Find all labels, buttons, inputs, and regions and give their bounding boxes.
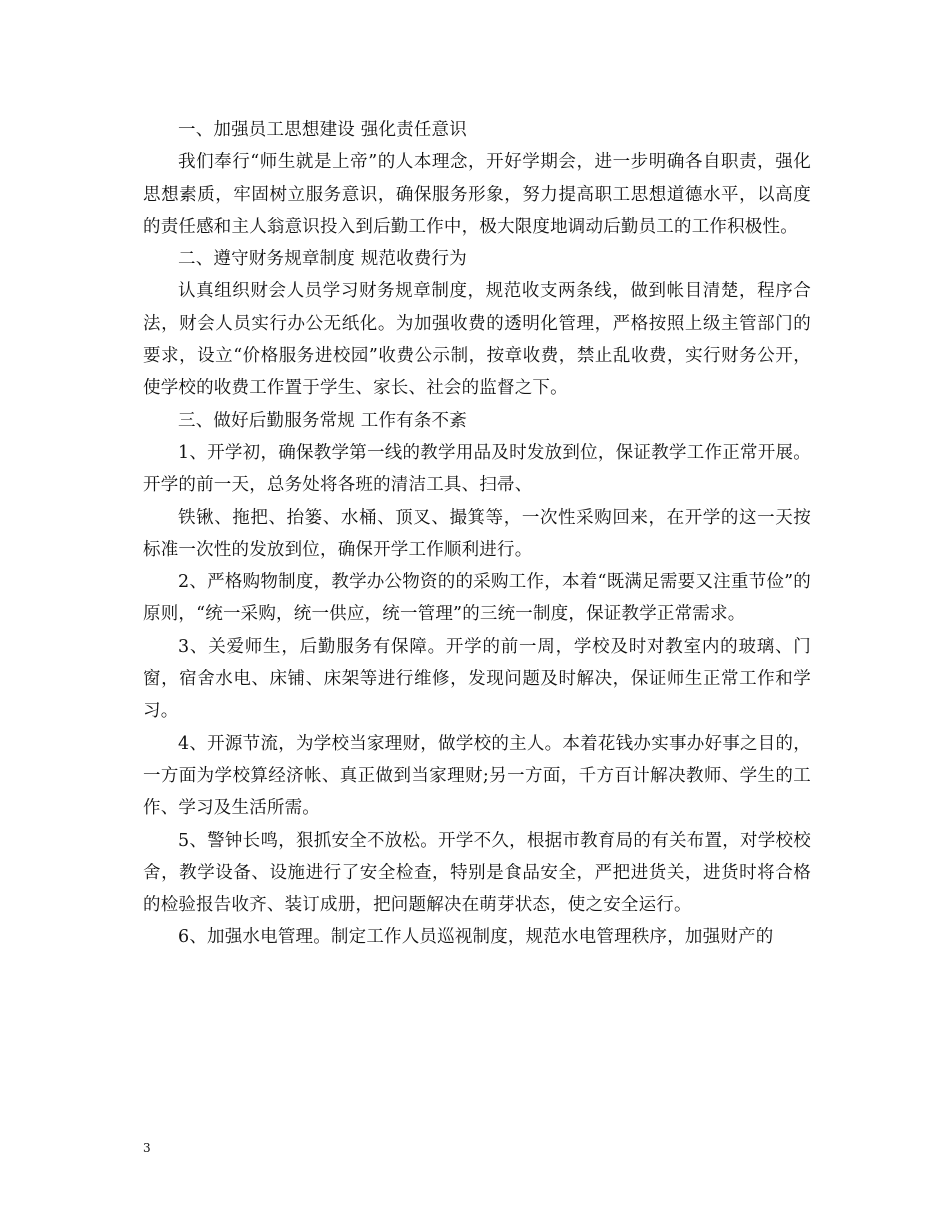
- document-body: [143, 114, 811, 954]
- paragraph-item-3: 3、关爱师生，后勤服务有保障。开学的前一周，学校及时对教室内的玻璃、门窗，宿舍水电、床铺、床架等进行维修，发现问题及时解决，保证师生正常工作和学习。: [143, 636, 811, 722]
- section-heading-2: 二、遵守财务规章制度 规范收费行为: [178, 249, 467, 270]
- paragraph-item-1b: 铁锹、拖把、抬篓、水桶、顶叉、撮箕等，一次性采购回来，在开学的这一天按标准一次性的发放到位，确保开学工作顺利进行。: [143, 507, 811, 560]
- page-number: 3: [143, 1141, 151, 1155]
- paragraph-item-1a: 1、开学初，确保教学第一线的教学用品及时发放到位，保证教学工作正常开展。开学的前一天，总务处将各班的清洁工具、扫帚、: [143, 442, 811, 496]
- paragraph-item-6: 6、加强水电管理。制定工作人员巡视制度，规范水电管理秩序，加强财产的: [178, 927, 774, 948]
- paragraph-1: 我们奉行“师生就是上帝”的人本理念，开好学期会，进一步明确各自职责，强化思想素质，牢固树立服务意识，确保服务形象，努力提高职工思想道德水平，以高度的责任感和主人翁意识投入到后勤工作中，极大限度地调动后勤员工的工作积极性。: [143, 152, 811, 237]
- section-heading-1: 一、加强员工思想建设 强化责任意识: [178, 120, 467, 140]
- paragraph-item-2: 2、严格购物制度，教学办公物资的的采购工作，本着“既满足需要又注重节俭”的原则，“统一采购，统一供应，统一管理”的三统一制度，保证教学正常需求。: [143, 572, 811, 625]
- section-heading-3: 三、做好后勤服务常规 工作有条不紊: [178, 410, 467, 431]
- paragraph-item-5: 5、警钟长鸣，狠抓安全不放松。开学不久，根据市教育局的有关布置，对学校校舍，教学设备、设施进行了安全检查，特别是食品安全，严把进货关，进货时将合格的检验报告收齐、装订成册，把问题解决在萌芽状态，使之安全运行。: [143, 830, 811, 916]
- paragraph-2: 认真组织财会人员学习财务规章制度，规范收支两条线，做到帐目清楚，程序合法，财会人员实行办公无纸化。为加强收费的透明化管理，严格按照上级主管部门的要求，设立“价格服务进校园”收费公示制，按章收费，禁止乱收费，实行财务公开，使学校的收费工作置于学生、家长、社会的监督之下。: [143, 281, 811, 399]
- paragraph-item-4: 4、开源节流，为学校当家理财，做学校的主人。本着花钱办实事办好事之目的，一方面为学校算经济帐、真正做到当家理财;另一方面，千方百计解决教师、学生的工作、学习及生活所需。: [143, 733, 811, 819]
